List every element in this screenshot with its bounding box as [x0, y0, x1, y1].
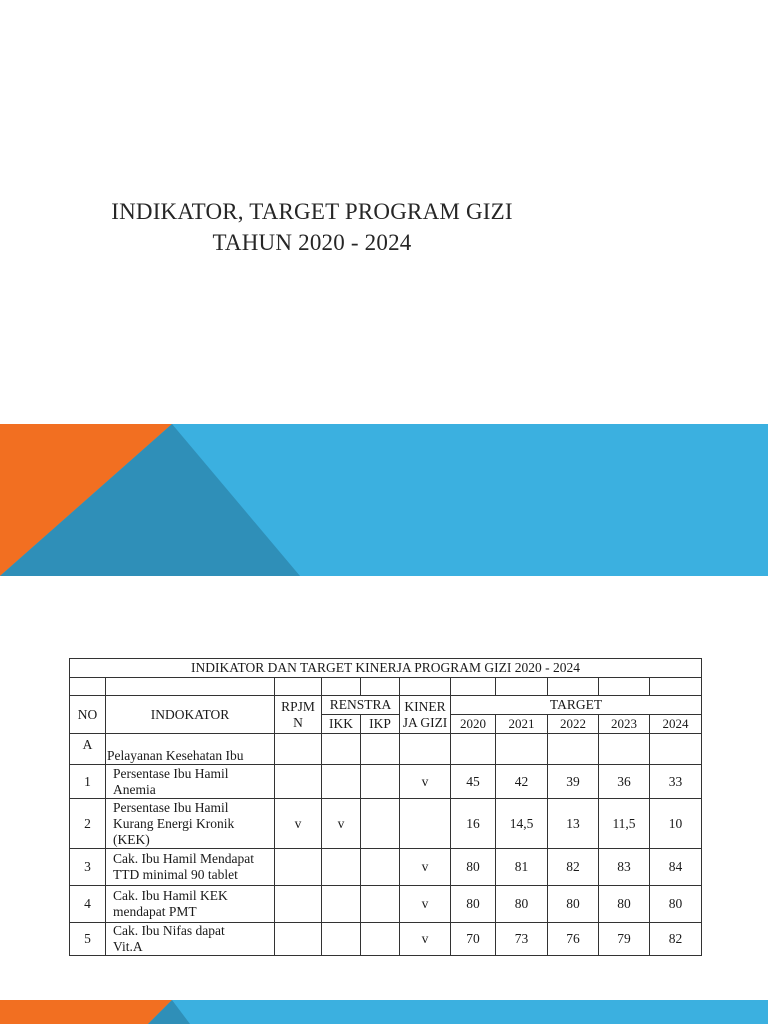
table-row	[70, 849, 702, 886]
target-2023: 79	[599, 923, 650, 956]
decorative-band-bottom	[0, 1000, 768, 1024]
target-2023: 36	[599, 765, 650, 799]
target-2024: 80	[650, 886, 702, 923]
indikator-line: Persentase Ibu Hamil	[113, 765, 229, 781]
row-no: 3	[70, 849, 106, 886]
target-2020: 70	[451, 923, 496, 956]
indikator-line: Kurang Energi Kronik	[113, 815, 235, 831]
header-year-2021: 2021	[496, 715, 548, 734]
row-no: 5	[70, 923, 106, 956]
header-ikk: IKK	[322, 715, 361, 734]
decorative-band-top	[0, 424, 768, 576]
row-kinerja: v	[400, 849, 451, 886]
row-ikk	[322, 923, 361, 956]
target-2020: 80	[451, 886, 496, 923]
target-2022: 39	[548, 765, 599, 799]
blank-row	[70, 678, 702, 696]
target-2024: 33	[650, 765, 702, 799]
row-ikk: v	[322, 799, 361, 849]
header-target: TARGET	[451, 696, 702, 715]
header-kinerja-line1: KINER	[404, 698, 446, 714]
indikator-line: TTD minimal 90 tablet	[113, 867, 238, 882]
indikator-line: Cak. Ibu Hamil KEK	[113, 888, 228, 903]
target-2024: 82	[650, 923, 702, 956]
target-2021: 14,5	[496, 799, 548, 849]
header-indikator: INDOKATOR	[106, 696, 275, 734]
header-kinerja-line2: JA GIZI	[402, 714, 448, 730]
row-ikk	[322, 886, 361, 923]
indikator-line: Anemia	[113, 781, 156, 797]
header-no: NO	[70, 696, 106, 734]
row-rpjmn	[275, 923, 322, 956]
row-ikp	[361, 886, 400, 923]
target-2020: 16	[451, 799, 496, 849]
header-ikp: IKP	[361, 715, 400, 734]
target-2024: 10	[650, 799, 702, 849]
indikator-line: (KEK)	[113, 831, 150, 847]
indikator-line: Vit.A	[113, 939, 143, 954]
slide-title	[0, 196, 624, 258]
header-year-2022: 2022	[548, 715, 599, 734]
indikator-line: Persentase Ibu Hamil	[113, 799, 229, 815]
table-caption: INDIKATOR DAN TARGET KINERJA PROGRAM GIZI 2020 - 2024	[70, 659, 702, 678]
target-2020: 45	[451, 765, 496, 799]
header-year-2023: 2023	[599, 715, 650, 734]
target-2023: 11,5	[599, 799, 650, 849]
row-indikator	[106, 886, 275, 923]
row-kinerja	[400, 799, 451, 849]
row-no: 1	[70, 765, 106, 799]
header-rpjmn	[275, 696, 322, 734]
section-label: Pelayanan Kesehatan Ibu	[106, 734, 275, 765]
row-ikk	[322, 849, 361, 886]
row-kinerja: v	[400, 923, 451, 956]
indikator-line: mendapat PMT	[113, 904, 197, 919]
table-row	[70, 765, 702, 799]
title-line-1: INDIKATOR, TARGET PROGRAM GIZI	[111, 199, 513, 224]
target-2021: 80	[496, 886, 548, 923]
band-shapes-bottom	[0, 1000, 768, 1024]
header-year-2020: 2020	[451, 715, 496, 734]
row-ikk	[322, 765, 361, 799]
row-indikator	[106, 923, 275, 956]
target-2020: 80	[451, 849, 496, 886]
header-year-2024: 2024	[650, 715, 702, 734]
header-rpjmn-line1: RPJM	[281, 698, 315, 714]
row-ikp	[361, 923, 400, 956]
row-ikp	[361, 765, 400, 799]
target-2022: 13	[548, 799, 599, 849]
target-2022: 80	[548, 886, 599, 923]
row-indikator	[106, 849, 275, 886]
target-2021: 81	[496, 849, 548, 886]
row-no: 4	[70, 886, 106, 923]
section-row	[70, 734, 702, 765]
header-renstra: RENSTRA	[322, 696, 400, 715]
table-row	[70, 886, 702, 923]
row-kinerja: v	[400, 765, 451, 799]
target-2022: 76	[548, 923, 599, 956]
row-indikator	[106, 799, 275, 849]
target-2022: 82	[548, 849, 599, 886]
row-indikator	[106, 765, 275, 799]
band-shapes-top	[0, 424, 768, 576]
target-2023: 80	[599, 886, 650, 923]
table-row	[70, 799, 702, 849]
indicator-table	[69, 658, 702, 956]
row-rpjmn	[275, 849, 322, 886]
row-rpjmn	[275, 886, 322, 923]
row-rpjmn: v	[275, 799, 322, 849]
indikator-line: Cak. Ibu Nifas dapat	[113, 923, 225, 938]
target-2024: 84	[650, 849, 702, 886]
indikator-line: Cak. Ibu Hamil Mendapat	[113, 851, 254, 866]
header-kinerja	[400, 696, 451, 734]
target-2021: 42	[496, 765, 548, 799]
section-no: A	[70, 734, 106, 765]
target-2021: 73	[496, 923, 548, 956]
row-ikp	[361, 849, 400, 886]
header-rpjmn-line2: N	[293, 714, 303, 730]
title-line-2: TAHUN 2020 - 2024	[212, 230, 412, 255]
target-2023: 83	[599, 849, 650, 886]
table-row	[70, 923, 702, 956]
row-rpjmn	[275, 765, 322, 799]
row-ikp	[361, 799, 400, 849]
row-no: 2	[70, 799, 106, 849]
row-kinerja: v	[400, 886, 451, 923]
